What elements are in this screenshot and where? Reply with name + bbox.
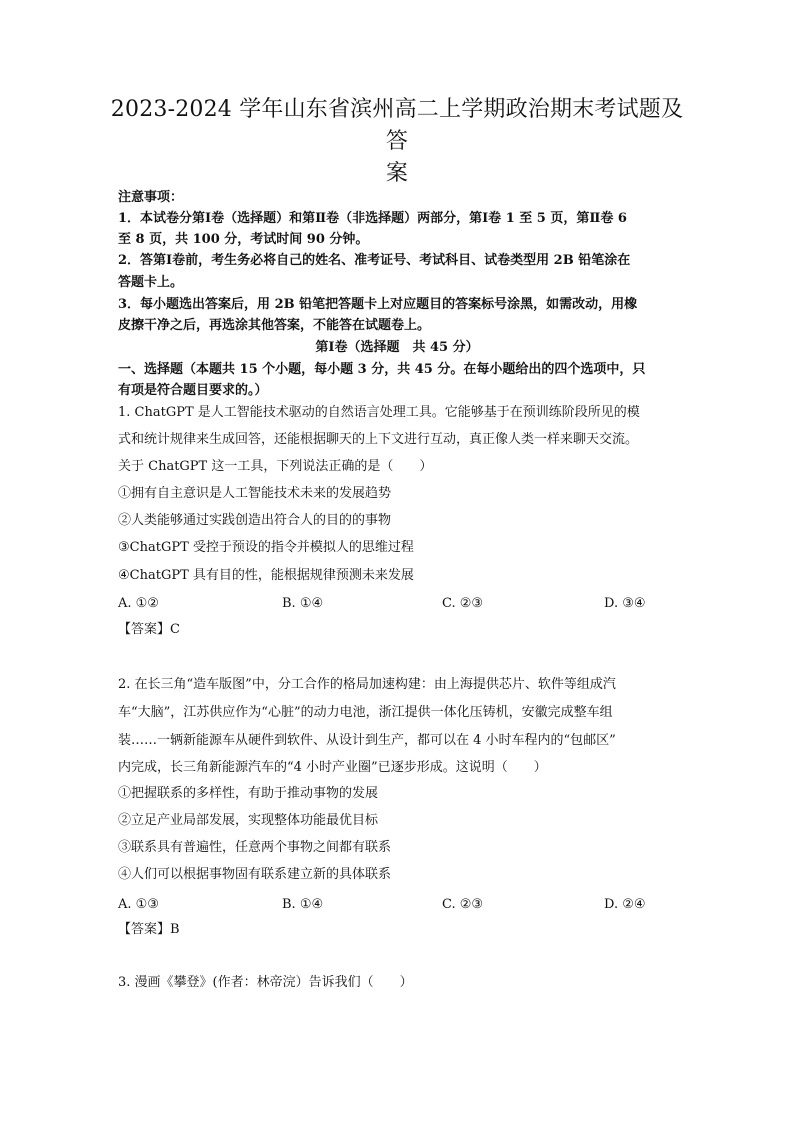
question-1-stem: 关于 ChatGPT 这一工具，下列说法正确的是（ ） — [118, 459, 433, 474]
question-1-option-b: B. ①④ — [282, 596, 324, 611]
question-2-option-c: C. ②③ — [442, 897, 484, 912]
question-3-stem: 3. 漫画《攀登》(作者：林帝浣）告诉我们（ ） — [118, 975, 413, 990]
question-2-answer: 【答案】B — [118, 922, 180, 937]
question-2-option-b: B. ①④ — [282, 897, 324, 912]
question-2-statement: ①把握联系的多样性，有助于推动事物的发展 — [118, 786, 379, 801]
part-heading-line: 有项是符合题目要求的。） — [118, 383, 268, 398]
question-1-option-d: D. ③④ — [604, 596, 646, 611]
notice-line: 皮擦干净之后，再选涂其他答案，不能答在试题卷上。 — [118, 318, 431, 333]
question-1-statement: ③ChatGPT 受控于预设的指令并模拟人的思维过程 — [118, 540, 414, 555]
question-1-statement: ④ChatGPT 具有目的性，能根据规律预测未来发展 — [118, 568, 414, 583]
question-2-statement: ③联系具有普遍性，任意两个事物之间都有联系 — [118, 840, 392, 855]
question-2-option-d: D. ②④ — [604, 897, 646, 912]
question-1-stem: 式和统计规律来生成回答，还能根据聊天的上下文进行互动，真正像人类一样来聊天交流。 — [118, 432, 639, 447]
question-1-statement: ②人类能够通过实践创造出符合人的目的的事物 — [118, 513, 392, 528]
notice-line: 至 8 页，共 100 分，考试时间 90 分钟。 — [118, 232, 369, 247]
question-1-option-a: A. ①② — [118, 596, 159, 611]
section-title: 第Ⅰ卷（选择题 共 45 分） — [315, 340, 479, 355]
question-2-stem: 车“大脑”，江苏供应作为“心脏”的动力电池，浙江提供一体化压铸机，安徽完成整车组 — [118, 705, 613, 720]
notice-line: 答题卡上。 — [118, 275, 184, 290]
question-1-option-c: C. ②③ — [442, 596, 484, 611]
part-heading-line: 一、选择题（本题共 15 个小题，每小题 3 分，共 45 分。在每小题给出的四个选项中，只 — [118, 362, 646, 377]
document-title — [110, 94, 684, 190]
notice-heading: 注意事项： — [118, 190, 184, 205]
title-line-2: 案 — [385, 161, 409, 186]
notice-line: 2．答第Ⅰ卷前，考生务必将自己的姓名、准考证号、考试科目、试卷类型用 2B 铅笔涂在 — [118, 253, 631, 268]
question-2-statement: ②立足产业局部发展，实现整体功能最优目标 — [118, 813, 379, 828]
question-2-option-a: A. ①③ — [118, 897, 159, 912]
question-1-answer: 【答案】C — [118, 622, 180, 637]
notice-line: 3．每小题选出答案后，用 2B 铅笔把答题卡上对应题目的答案标号涂黑，如需改动，用橡 — [118, 297, 638, 312]
notice-line: 1．本试卷分第Ⅰ卷（选择题）和第Ⅱ卷（非选择题）两部分，第Ⅰ卷 1 至 5 页，第Ⅱ卷 6 — [118, 211, 627, 226]
title-line-1: 2023-2024 学年山东省滨州高二上学期政治期末考试题及答 — [110, 97, 684, 154]
question-2-statement: ④人们可以根据事物固有联系建立新的具体联系 — [118, 867, 392, 882]
question-1-stem: 1. ChatGPT 是人工智能技术驱动的自然语言处理工具。它能够基于在预训练阶段所见的模 — [118, 405, 640, 420]
question-2-stem: 2. 在长三角“造车版图”中，分工合作的格局加速构建：由上海提供芯片、软件等组成汽 — [118, 677, 616, 692]
question-1-statement: ①拥有自主意识是人工智能技术未来的发展趋势 — [118, 486, 392, 501]
question-2-stem: 内完成，长三角新能源汽车的“4 小时产业圈”已逐步形成。这说明（ ） — [118, 760, 547, 775]
question-2-stem: 装……一辆新能源车从硬件到软件、从设计到生产，都可以在 4 小时车程内的“包邮区” — [118, 733, 616, 748]
